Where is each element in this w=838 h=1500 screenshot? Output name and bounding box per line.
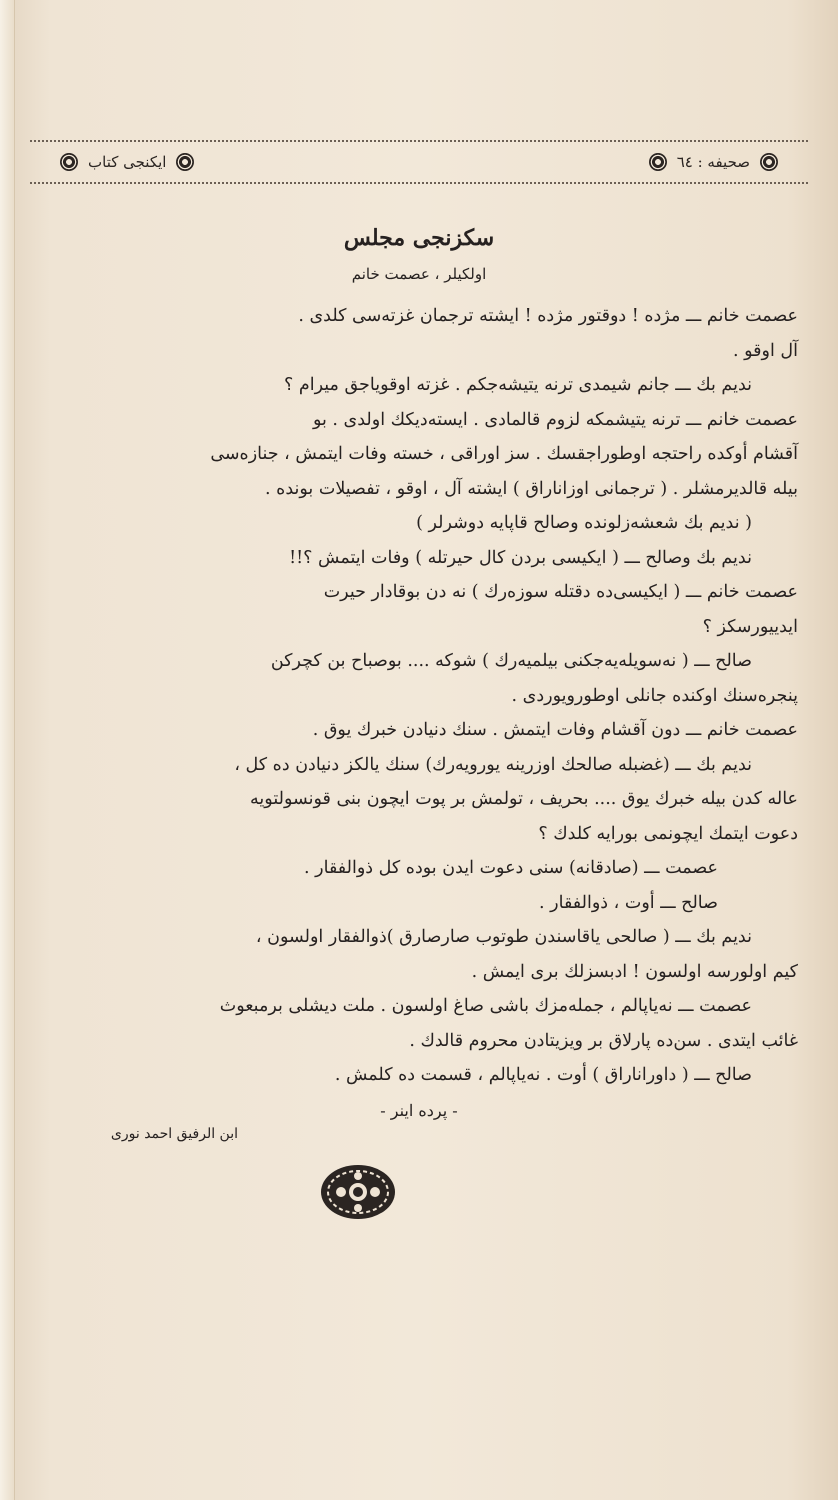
- dialogue-line: کیم اولورسه اولسون ! ادبسزلك بری ایمش .: [471, 961, 798, 982]
- rosette-icon: [649, 153, 667, 171]
- dialogue-line: ایدییورسکز ؟: [702, 616, 798, 637]
- dialogue-block: [40, 299, 798, 1093]
- dialogue-line: عصمت ـــ (صادقانه) سنی دعوت ایدن بوده کل ذوالفقار .: [304, 858, 718, 878]
- dialogue-line: آل اوقو .: [733, 340, 798, 361]
- dialogue-line: غائب ایتدی . سن‌ده پارلاق بر ویزیتادن محروم قالدك .: [409, 1030, 798, 1051]
- dialogue-line: عصمت خانم ـــ مژده ! دوقتور مژده ! ایشته ترجمان غزته‌سی کلدی .: [298, 306, 798, 326]
- rosette-icon: [176, 153, 194, 171]
- dialogue-line: صالح ـــ أوت ، ذوالفقار .: [539, 892, 718, 913]
- dialogue-line: صالح ـــ ( داوراناراق ) أوت . نه‌یاپالم ، قسمت ده کلمش .: [334, 1065, 752, 1085]
- dialogue-line: ندیم بك ـــ جانم شیمدی ترنه یتیشه‌جکم . غزته اوقویاجق میرام ؟: [284, 375, 752, 395]
- page-text: [40, 225, 798, 1142]
- page-number-group: [649, 153, 778, 171]
- dialogue-line: صالح ـــ ( نه‌سویله‌یه‌جکنی بیلمیه‌رك ) شوکه .... بوصباح بن کچرکن: [270, 651, 752, 671]
- running-header: [30, 140, 808, 184]
- floral-rosette-ornament-icon: [319, 1163, 397, 1221]
- dialogue-line: عاله کدن بیله خبرك یوق .... بحریف ، تولمش بر پوت ایچون بنی قونسولتویه: [250, 789, 798, 809]
- dialogue-line: آقشام أوکده راحتجه اوطوراجقسك . سز اوراقی ، خسته وفات ایتمش ، جنازه‌سی: [210, 444, 798, 464]
- dialogue-line: عصمت خانم ـــ دون آقشام وفات ایتمش . سنك دنیادن خبرك یوق .: [312, 720, 798, 740]
- page-number-label: صحیفه : ٦٤: [676, 153, 750, 171]
- dialogue-line: عصمت خانم ـــ ( ایکیسی‌ده دقتله سوزه‌رك ) نه دن بوقادار حیرت: [323, 582, 798, 602]
- dialogue-line: عصمت خانم ـــ ترنه یتیشمکه لزوم قالمادی . ایسته‌دیکك اولدی . بو: [312, 409, 798, 430]
- book-title-group: [60, 153, 194, 171]
- author-signature: ابن الرفیق احمد نوری: [110, 1125, 238, 1142]
- dialogue-line: دعوت ایتمك ایچونمی بورایه کلدك ؟: [538, 823, 798, 844]
- dialogue-line: ندیم بك وصالح ـــ ( ایکیسی بردن کال حیرتله ) وفات ایتمش ؟!!: [289, 547, 752, 568]
- rosette-icon: [760, 153, 778, 171]
- book-title-label: ایکنجی کتاب: [88, 153, 167, 171]
- page-left-edge: [0, 0, 15, 1500]
- dialogue-line: بیله قالدیرمشلر . ( ترجمانی اوزاناراق ) ایشته آل ، اوقو ، تفصیلات بونده .: [265, 478, 798, 499]
- dialogue-line: پنجره‌سنك اوکنده جانلی اوطورویوردی .: [511, 685, 798, 706]
- rosette-icon: [60, 153, 78, 171]
- scene-cast: اولکیلر ، عصمت خانم: [351, 265, 487, 283]
- dialogue-line: ( ندیم بك شعشه‌زلونده وصالح قاپایه دوشرلر ): [416, 513, 752, 533]
- dialogue-line: ندیم بك ـــ ( صالحی یاقاسندن طوتوب صارصارق )ذوالفقار اولسون ،: [255, 927, 752, 947]
- dialogue-line: ندیم بك ـــ (غضبله صالحك اوزرینه یورویه‌رك) سنك یالکز دنیادن ده کل ،: [234, 754, 752, 775]
- dialogue-line: عصمت ـــ نه‌یاپالم ، جمله‌مزك باشی صاغ اولسون . ملت دیشلی برمبعوث: [219, 996, 752, 1016]
- curtain-note: - پرده اینر -: [380, 1100, 458, 1120]
- scene-title: سکزنجی مجلس: [343, 225, 495, 251]
